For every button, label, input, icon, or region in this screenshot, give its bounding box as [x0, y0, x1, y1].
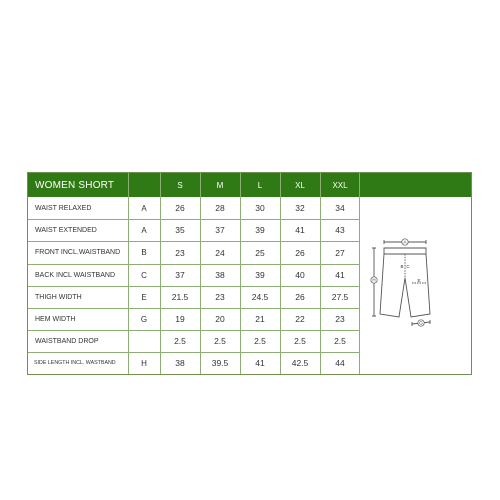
table-cell: 26: [295, 292, 305, 302]
table-cell: 39: [255, 225, 265, 235]
row-label: WAIST RELAXED: [35, 204, 92, 212]
table-cell: 38: [215, 270, 225, 280]
table-cell: 22: [295, 314, 305, 324]
table-cell: 24.5: [251, 292, 269, 302]
table-cell: 32: [295, 203, 305, 213]
table-cell: 21: [255, 314, 265, 324]
row-label: THIGH WIDTH: [35, 293, 82, 301]
row-code: B: [141, 248, 147, 257]
table-cell: 41: [295, 225, 305, 235]
table-cell: 39.5: [211, 358, 229, 368]
row-code: E: [141, 292, 147, 302]
marker-h-label: H: [372, 277, 376, 283]
marker-a-label: A: [403, 239, 407, 245]
row-code: [128, 330, 160, 352]
table-cell: 42.5: [291, 358, 309, 368]
table-cell: 26: [175, 203, 185, 213]
table-cell: 37: [215, 225, 225, 235]
row-label: WAIST EXTENDED: [35, 226, 97, 234]
table-cell: 27.5: [331, 292, 349, 302]
table-title: WOMEN SHORT: [35, 179, 115, 191]
table-cell: 21.5: [171, 292, 189, 302]
table-cell: 20: [215, 314, 225, 324]
table-cell: 38: [175, 358, 185, 368]
marker-g-label: G: [419, 320, 423, 326]
table-cell: 2.5: [334, 336, 346, 346]
table-cell: 23: [175, 247, 185, 258]
size-header-s: S: [177, 180, 183, 190]
table-cell: 25: [255, 247, 265, 258]
table-cell: 23: [335, 314, 345, 324]
waistband-outline: [384, 248, 426, 254]
table-cell: 34: [335, 203, 345, 213]
row-code: A: [141, 203, 147, 213]
marker-c-label: C: [406, 264, 410, 269]
table-cell: 23: [215, 292, 225, 302]
table-cell: 41: [255, 358, 265, 368]
size-header-xxl: XXL: [332, 180, 348, 190]
table-cell: 2.5: [254, 336, 266, 346]
table-cell: 2.5: [214, 336, 226, 346]
table-cell: 44: [335, 358, 345, 368]
table-cell: 19: [175, 314, 185, 324]
table-cell: 39: [255, 270, 265, 280]
row-label: SIDE LENGTH INCL. WASTBAND: [34, 360, 116, 366]
row-label: HEM WIDTH: [35, 315, 76, 323]
row-code: G: [140, 314, 148, 324]
row-code: H: [141, 358, 147, 368]
table-cell: 2.5: [294, 336, 306, 346]
table-cell: 43: [335, 225, 345, 235]
marker-b-label: B: [400, 264, 404, 269]
table-cell: 35: [175, 225, 185, 235]
size-header-m: M: [216, 180, 224, 190]
table-cell: 24: [215, 247, 225, 258]
row-code: C: [141, 270, 147, 280]
marker-e-label: E: [417, 278, 421, 283]
table-cell: 30: [255, 203, 265, 213]
row-label: FRONT INCL.WAISTBAND: [35, 249, 121, 256]
size-header-l: L: [257, 180, 263, 190]
table-cell: 26: [295, 247, 305, 258]
size-header-xl: XL: [295, 180, 305, 190]
table-cell: 27: [335, 247, 345, 258]
table-cell: 28: [215, 203, 225, 213]
table-cell: 41: [335, 270, 345, 280]
shorts-measurement-diagram: [366, 236, 446, 332]
table-cell: 40: [295, 270, 305, 280]
row-label: BACK INCL WAISTBAND: [35, 271, 115, 279]
row-code: A: [141, 225, 147, 235]
table-header-row: [28, 173, 471, 197]
row-label: WAISTBAND DROP: [35, 337, 99, 345]
table-cell: 37: [175, 270, 185, 280]
table-cell: 2.5: [174, 336, 186, 346]
